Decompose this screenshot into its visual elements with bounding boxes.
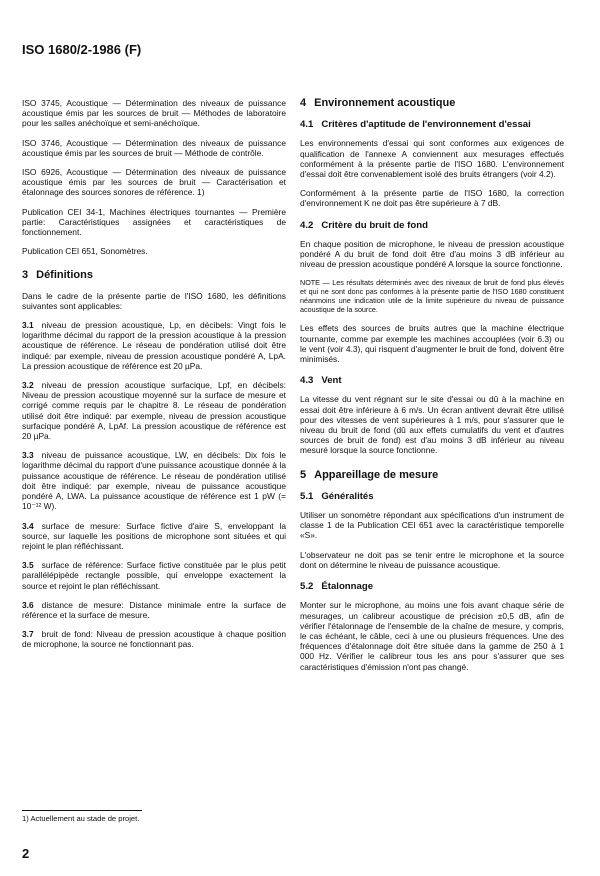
section-4-2-heading: 4.2 Critère du bruit de fond [300,219,428,231]
section-4-3-heading: 4.3 Vent [300,375,342,387]
section-4-heading: 4 Environnement acoustique [300,97,456,109]
reference-cei-34-1: Publication CEI 34-1, Machines électriques tournantes — Première partie: Caractéristiques assignées et caractéristiques de fonctionnement. [22,206,286,238]
reference-iso-6926: ISO 6926, Acoustique — Détermination des niveaux de puissance acoustique émis par les sources de bruit — Caractérisation et étalonnage des sources sonores de référence. 1) [22,167,286,198]
section-4-2-para-1: En chaque position de microphone, le niveau de pression acoustique pondéré A du bruit de fond doit être d'au moins 3 dB inférieur au niveau de pression acoustique pondéré A lorsque la source fonctionne. [300,238,564,270]
definition-3-3: 3.3 niveau de puissance acoustique, LW, en décibels: Dix fois le logarithme décimal du rapport d'une puissance acoustique donnée à la puissance acoustique de référence. Le réseau de pondération utilisé doit être indiqué: par exemple, niveau de puissance acoustique pondéré A, LWA. La puissance acoustique de référence est 1 pW (= 10⁻¹² W). [22,450,286,512]
reference-iso-3745: ISO 3745, Acoustique — Détermination des niveaux de puissance acoustique émis par les sources de bruit — Méthodes de laboratoire pour les salles anéchoïque et semi-anéchoïque. [22,98,286,129]
section-4-2-para-2: Les effets des sources de bruits autres que la machine électrique tournante, comme par exemple les machines accouplées (voir 6.3) ou le vent (voir 4.3), qui risquent d'augmenter le bruit de fond, doivent être minimisés. [300,323,564,365]
definition-3-7: 3.7 bruit de fond: Niveau de pression acoustique à chaque position de microphone, la source ne fonctionnant pas. [22,629,286,650]
reference-iso-3746: ISO 3746, Acoustique — Détermination des niveaux de puissance acoustique émis par les sources de bruit — Méthode de contrôle. [22,137,286,158]
section-3-heading: 3 Définitions [22,269,93,282]
section-4-1-heading: 4.1 Critères d'aptitude de l'environnement d'essai [300,119,531,131]
section-5-2-heading: 5.2 Étalonnage [300,581,374,593]
section-5-1-para-1: Utiliser un sonomètre répondant aux spécifications d'un instrument de classe 1 de la Publication CEI 651 avec la caractéristique temporelle «S». [300,510,564,541]
footnote-divider [22,810,142,811]
section-3-intro: Dans le cadre de la présente partie de l'ISO 1680, les définitions suivantes sont applicables: [22,290,286,311]
right-column [300,98,564,681]
definition-3-6: 3.6 distance de mesure: Distance minimale entre la surface de référence et la surface de mesure. [22,599,286,620]
section-4-1-para-2: Conformément à la présente partie de l'ISO 1680, la correction d'environnement K ne doit pas être supérieure à 7 dB. [300,188,564,209]
section-5-1-heading: 5.1 Généralités [300,490,374,502]
section-4-2-note: NOTE — Les résultats déterminés avec des niveaux de bruit de fond plus élevés et qui ne sont donc pas conformes à la présente partie de l'ISO 1680 constituent néanmoins une indication utile de la limite supérieure du niveau de puissance acoustique de la source. [300,278,564,315]
document-header: ISO 1680/2-1986 (F) [22,42,142,57]
footnote: 1) Actuellement au stade de projet. [22,814,140,823]
section-4-1-para-1: Les environnements d'essai qui sont conformes aux exigences de qualification de l'annexe A conviennent aux mesurages effectués conformément à la présente partie de l'ISO 1680. L'environnement d'essai doit être convenablement isolé des bruits étrangers (voir 4.2). [300,138,564,180]
section-5-2-para-1: Monter sur le microphone, au moins une fois avant chaque série de mesurages, un calibreur acoustique de précision ±0,5 dB, afin de vérifier l'étalonnage de l'ensemble de la chaîne de mesure, y compris, le cas échéant, le câble, ceci à une ou plusieurs fréquences. Une des fréquences d'étalonnage doit être située dans la gamme de 250 à 1 000 Hz. Vérifier le calibreur tous les ans pour s'assurer que ses caractéristiques d'émission n'ont pas changé. [300,600,564,672]
reference-cei-651: Publication CEI 651, Sonomètres. [22,246,148,257]
section-4-3-para-1: La vitesse du vent régnant sur le site d'essai ou dû à la machine en essai doit être inférieure à 6 m/s. Un écran antivent devrait être utilisé pour des vitesses de vent supérieures à 1 m/s, pour s'assurer que le niveau du bruit de fond (dû aux effets cumulatifs du vent et d'autres sources de bruit de fond) est d'au moins 3 dB inférieur au niveau mesuré lorsque la source fonctionne. [300,394,564,456]
definition-3-4: 3.4 surface de mesure: Surface fictive d'aire S, enveloppant la source, sur laquelle les positions de microphone sont situées et qui rejoint le plan réfléchissant. [22,520,286,551]
page-number: 2 [22,846,30,861]
left-column [22,98,286,659]
section-5-heading: 5 Appareillage de mesure [300,468,439,481]
definition-3-5: 3.5 surface de référence: Surface fictive constituée par le plus petit parallélépipède rectangle possible, qui enveloppe exactement la source et rejoint le plan réfléchissant. [22,560,286,591]
definition-3-1: 3.1 niveau de pression acoustique, Lp, en décibels: Vingt fois le logarithme décimal du rapport de la pression acoustique à la pression acoustique de référence. Le réseau de pondération utilisé doit être indiqué: par exemple, niveau de pression acoustique pondéré A, LpA. La pression acoustique de référence est 20 µPa. [22,320,286,371]
definition-3-2: 3.2 niveau de pression acoustique surfacique, Lpf, en décibels: Niveau de pression acoustique moyenné sur la surface de mesure et corrigé comme requis par le chapitre 8. Le réseau de pondération utilisé doit être indiqué: par exemple, niveau de pression acoustique surfacique pondéré A, LpAf. La pression acoustique de référence est 20 µPa. [22,380,286,442]
section-5-1-para-2: L'observateur ne doit pas se tenir entre le microphone et la source dont on détermine le niveau de puissance acoustique. [300,549,564,570]
